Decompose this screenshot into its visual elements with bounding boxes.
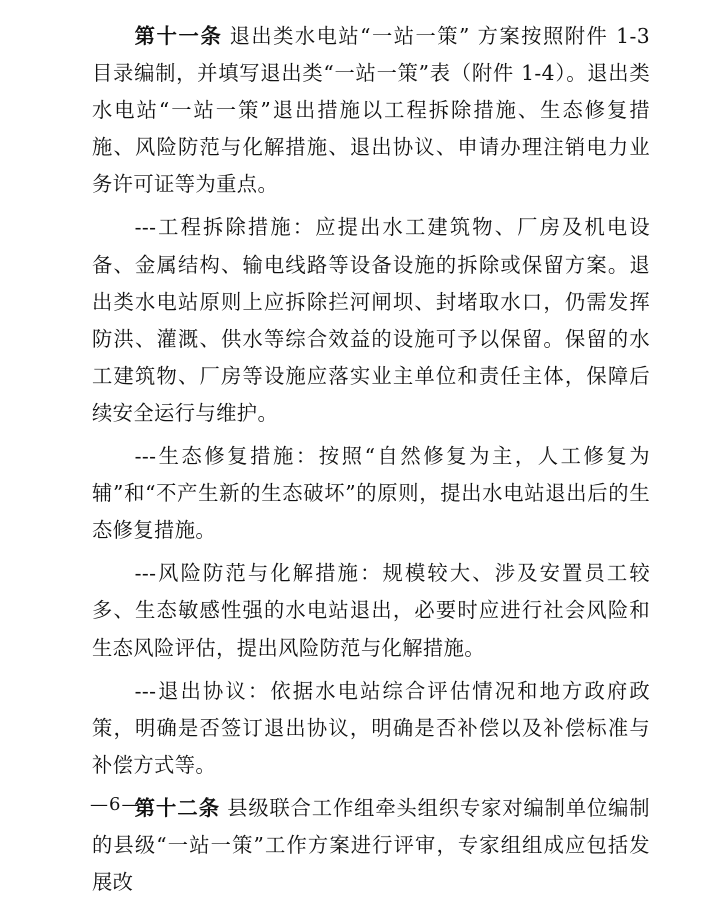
paragraph-text: 退出类水电站“一站一策” 方案按照附件 1-3 目录编制，并填写退出类“一站一策”表（附件 1-4）。退出类水电站“一站一策”退出措施以工程拆除措施、生态修复措施、风险防范与化解措施、退出协议、申请办理注销电力业务许可证等为重点。 — [92, 24, 650, 197]
paragraph-text: ---工程拆除措施：应提出水工建筑物、厂房及机电设备、金属结构、输电线路等设备设施的拆除或保留方案。退出类水电站原则上应拆除拦河闸坝、封堵取水口，仍需发挥防洪、灌溉、供水等综合效益的设施可予以保留。保留的水工建筑物、厂房等设施应落实业主单位和责任主体，保障后续安全运行与维护。 — [92, 215, 650, 425]
ecological-restoration-paragraph — [92, 438, 650, 549]
document-body — [92, 18, 650, 905]
paragraph-text: ---风险防范与化解措施：规模较大、涉及安置员工较多、生态敏感性强的水电站退出，必要时应进行社会风险和生态风险评估，提出风险防范与化解措施。 — [92, 561, 650, 660]
risk-prevention-paragraph — [92, 555, 650, 666]
paragraph-text: 县级联合工作组牵头组织专家对编制单位编制的县级“一站一策”工作方案进行评审，专家组组成应包括发展改 — [92, 795, 650, 895]
article-11-paragraph — [92, 18, 650, 203]
paragraph-text: ---退出协议：依据水电站综合评估情况和地方政府政策，明确是否签订退出协议，明确是否补偿以及补偿标准与补偿方式等。 — [92, 678, 650, 777]
article-number: 第十二条 — [134, 795, 221, 820]
paragraph-text: ---生态修复措施：按照“自然修复为主，人工修复为辅”和“不产生新的生态破坏”的原则，提出水电站退出后的生态修复措施。 — [92, 444, 650, 543]
page-number: —6— — [90, 794, 141, 815]
article-12-paragraph — [92, 790, 650, 901]
exit-agreement-paragraph — [92, 673, 650, 784]
engineering-removal-paragraph — [92, 209, 650, 432]
article-number: 第十一条 — [134, 24, 223, 48]
